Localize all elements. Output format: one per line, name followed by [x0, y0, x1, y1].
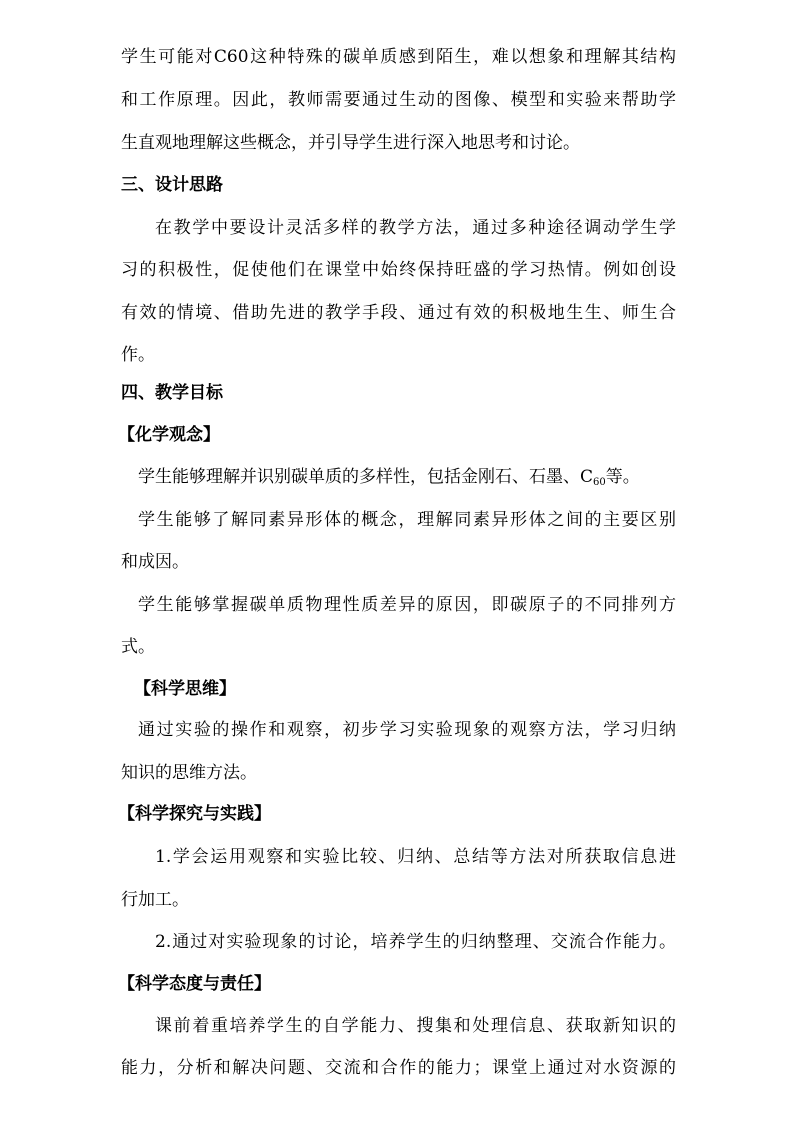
- subheading-scientific-thinking: 【科学思维】: [134, 679, 236, 699]
- paragraph-line: 作。: [121, 345, 155, 365]
- subheading-chemistry-concept: 【化学观念】: [118, 425, 220, 445]
- paragraph-line: 和成因。: [121, 552, 189, 572]
- paragraph-line: 有效的情境、借助先进的教学手段、通过有效的积极地生生、师生合: [121, 303, 676, 323]
- paragraph-line: 学生能够掌握碳单质物理性质差异的原因，即碳原子的不同排列方: [138, 595, 676, 615]
- paragraph-line: 行加工。: [121, 890, 189, 910]
- subscript-60: 60: [593, 477, 606, 488]
- paragraph-line: 生直观地理解这些概念，并引导学生进行深入地思考和讨论。: [121, 133, 580, 153]
- subheading-attitude-responsibility: 【科学态度与责任】: [118, 974, 271, 994]
- subheading-inquiry-practice: 【科学探究与实践】: [118, 804, 271, 824]
- paragraph-line: 1.学会运用观察和实验比较、归纳、总结等方法对所获取信息进: [155, 847, 676, 867]
- paragraph-line: 学生能够理解并识别碳单质的多样性，包括金刚石、石墨、$C_{60}$等。: [138, 467, 640, 488]
- paragraph-line: 习的积极性，促使他们在课堂中始终保持旺盛的学习热情。例如创设: [121, 260, 676, 280]
- section-heading-design: 三、设计思路: [121, 175, 223, 195]
- paragraph-line: 能力，分析和解决问题、交流和合作的能力；课堂上通过对水资源的: [121, 1058, 676, 1078]
- paragraph-line: 在教学中要设计灵活多样的教学方法，通过多种途径调动学生学: [155, 218, 676, 238]
- paragraph-line: 学生可能对C60这种特殊的碳单质感到陌生，难以想象和理解其结构: [121, 47, 676, 67]
- paragraph-line: 知识的思维方法。: [121, 763, 257, 783]
- section-heading-goals: 四、教学目标: [121, 383, 223, 403]
- paragraph-line: 通过实验的操作和观察，初步学习实验现象的观察方法，学习归纳: [138, 720, 676, 740]
- paragraph-line: 学生能够了解同素异形体的概念，理解同素异形体之间的主要区别: [138, 510, 676, 530]
- paragraph-line: 课前着重培养学生的自学能力、搜集和处理信息、获取新知识的: [155, 1016, 676, 1036]
- paragraph-line: 式。: [121, 637, 155, 657]
- paragraph-line: 2.通过对实验现象的讨论，培养学生的归纳整理、交流合作能力。: [155, 932, 676, 952]
- paragraph-line: 和工作原理。因此，教师需要通过生动的图像、模型和实验来帮助学: [121, 90, 676, 110]
